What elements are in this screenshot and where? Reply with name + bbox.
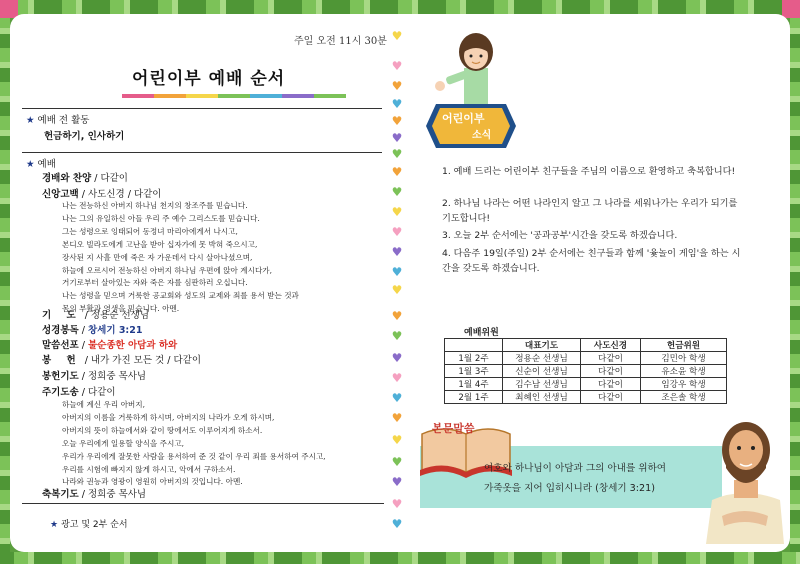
heart-icon: ♥ (391, 329, 403, 343)
page-title: 어린이부 예배 순서 (132, 69, 286, 89)
title-underline (122, 94, 346, 98)
divider (22, 503, 384, 504)
star-icon: ★ (26, 115, 35, 126)
heart-icon: ♥ (391, 351, 403, 365)
divider (22, 152, 382, 153)
star-icon: ★ (26, 159, 35, 170)
lords-prayer-text: 하늘에 계신 우리 아버지, 아버지의 이름을 거룩하게 하시며, 아버지의 나라가 오게 하시며, 아버지의 뜻이 하늘에서와 같이 땅에서도 이루어지게 하소서. 오늘 우리에게 일용할 양식을 주시고, 우리가 우리에게 잘못한 사람을 용서하여 준 것 같이 우리 죄를 용서하여 주시고, 우리를 시험에 빠지지 않게 하시고, 악에서 구하소서. 나라와 권능과 영광이 영원히 아버지의 것입니다. 아멘. (62, 400, 326, 487)
heart-icon: ♥ (391, 225, 403, 239)
star-icon: ★ (50, 520, 59, 530)
news-item: 1. 예배 드리는 어린이부 친구들을 주님의 이름으로 환영하고 축복합니다! (442, 166, 736, 177)
table-header-row: 대표기도 사도신경 헌금위원 (445, 339, 727, 352)
worship-order-panel (22, 14, 388, 544)
heart-icon: ♥ (391, 455, 403, 469)
heart-icon: ♥ (391, 517, 403, 531)
order-sermon: 말씀선포 / 불순종한 아담과 하와 (42, 340, 178, 351)
heart-icon: ♥ (391, 185, 403, 199)
verse-heading: 본문말씀 (432, 422, 475, 435)
order-prayer: 기 도 / 정용순 선생님 (42, 310, 150, 321)
heart-icon: ♥ (391, 114, 403, 128)
heart-icon: ♥ (391, 131, 403, 145)
service-time: 주일 오전 11시 30분 (294, 36, 387, 47)
heart-icon: ♥ (391, 79, 403, 93)
order-scripture: 성경봉독 / 창세기 3:21 (42, 325, 143, 336)
order-offering-prayer: 봉헌기도 / 정희중 목사님 (42, 371, 147, 382)
table-row: 2월 1주 최혜인 선생님 다같이 조은솔 학생 (445, 391, 727, 404)
verse-line: 여호와 하나님이 아담과 그의 아내를 위하여 (484, 463, 667, 474)
worship-heading: ★ 예배 (26, 159, 56, 170)
heart-icon: ♥ (391, 411, 403, 425)
order-lords-prayer: 주기도송 / 다같이 (42, 387, 116, 398)
pre-worship-content: 헌금하기, 인사하기 (44, 131, 125, 142)
order-opening: 경배와 찬양 / 다같이 (42, 173, 128, 184)
heart-icon: ♥ (391, 205, 403, 219)
heart-icon: ♥ (391, 283, 403, 297)
table-row: 1월 2주 정용순 선생님 다같이 김민아 학생 (445, 352, 727, 365)
duty-title: 예배위원 (464, 328, 499, 338)
heart-icon: ♥ (391, 29, 403, 43)
heart-icon: ♥ (391, 309, 403, 323)
news-badge-icon (426, 100, 516, 152)
verse-line: 가죽옷을 지어 입히시니라 (창세기 3:21) (484, 483, 655, 494)
table-row: 1월 3주 신순이 선생님 다같이 유소윤 학생 (445, 365, 727, 378)
news-item: 4. 다음주 19일(주일) 2부 순서에는 친구들과 함께 '윷놀이 게임'을 하는 시간을 갖도록 하겠습니다. (442, 248, 741, 274)
heart-icon: ♥ (391, 265, 403, 279)
heart-icon: ♥ (391, 97, 403, 111)
heart-icon: ♥ (391, 147, 403, 161)
heart-icon: ♥ (391, 245, 403, 259)
heart-icon: ♥ (391, 391, 403, 405)
order-creed: 신앙고백 / 사도신경 / 다같이 (42, 189, 162, 200)
heart-icon: ♥ (391, 59, 403, 73)
divider (22, 108, 382, 109)
order-benediction: 축복기도 / 정희중 목사님 (42, 489, 147, 500)
footer-note: ★ 광고 및 2부 순서 (50, 520, 128, 530)
news-badge-line2: 소식 (472, 130, 492, 141)
table-row: 1월 4주 김수남 선생님 다같이 임강우 학생 (445, 378, 727, 391)
heart-icon: ♥ (391, 433, 403, 447)
news-panel (412, 14, 788, 544)
news-item: 3. 오늘 2부 순서에는 '공과공부'시간을 갖도록 하겠습니다. (442, 230, 678, 241)
heart-icon: ♥ (391, 371, 403, 385)
pre-worship-heading: ★ 예배 전 활동 (26, 115, 90, 126)
news-item: 2. 하나님 나라는 어떤 나라인지 알고 그 나라를 세워나가는 우리가 되기를 기도합니다! (442, 198, 738, 224)
heart-icon: ♥ (391, 497, 403, 511)
creed-text: 나는 전능하신 아버지 하나님 천지의 창조주를 믿습니다. 나는 그의 유일하신 아들 우리 주 예수 그리스도를 믿습니다. 그는 성령으로 잉태되어 동정녀 마리아에게서 나시고, 본디오 빌라도에게 고난을 받아 십자가에 못 박혀 죽으시고, 장사된 지 사흘 만에 죽은 자 가운데서 다시 살아나셨으며, 하늘에 오르시어 전능하신 아버지 하나님 우편에 앉아 계시다가, 거기로부터 살아있는 자와 죽은 자를 심판하러 오십니다. 나는 성령을 믿으며 거룩한 공교회와 성도의 교제와 죄를 용서 받는 것과 몸의 부활과 영생을 믿습니다. 아멘. (62, 201, 299, 314)
duty-table (444, 338, 727, 404)
order-offering: 봉 헌 / 내가 가진 모든 것 / 다같이 (42, 355, 201, 366)
heart-icon: ♥ (391, 475, 403, 489)
news-badge-line1: 어린이부 (442, 112, 485, 125)
heart-icon: ♥ (391, 165, 403, 179)
man-illustration (704, 420, 786, 544)
